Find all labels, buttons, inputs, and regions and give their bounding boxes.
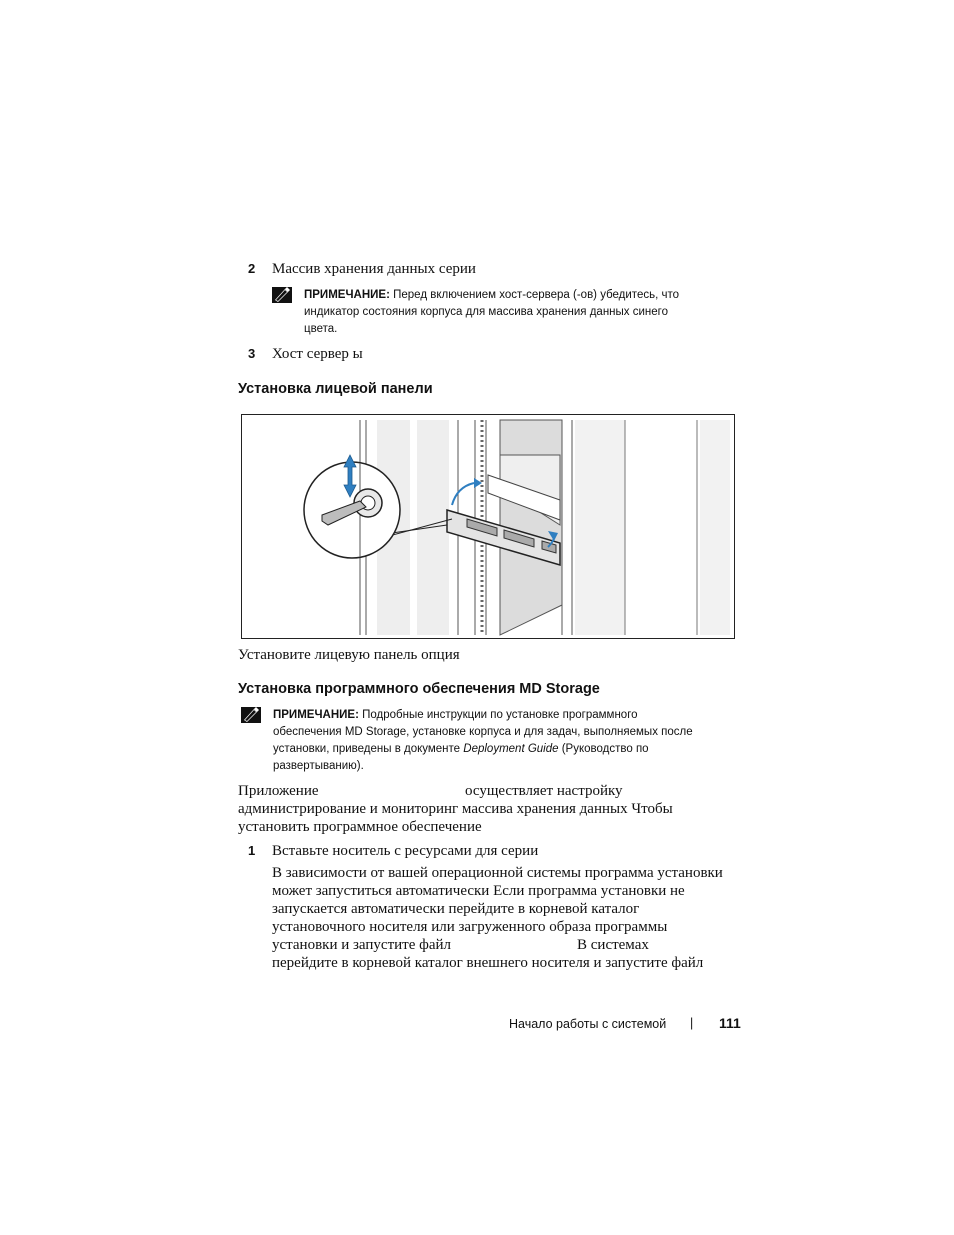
note-line: цвета. [304, 323, 338, 335]
step-number: 1 [248, 843, 256, 858]
note-line: обеспечения MD Storage, установке корпуса и для задач, выполняемых после [273, 726, 693, 738]
bezel-installation-figure [241, 414, 735, 639]
body-line: перейдите в корневой каталог внешнего носителя и запустите файл [272, 955, 704, 971]
note-block [273, 707, 743, 775]
note-icon [241, 706, 261, 729]
step-number: 3 [248, 346, 256, 361]
body-line: может запуститься автоматически Если программа установки не [272, 883, 685, 899]
note-line: развертыванию). [273, 760, 364, 772]
note-line: Подробные инструкции по установке программного [362, 709, 638, 721]
footer-separator: | [690, 1016, 694, 1030]
body-line: запускается автоматически перейдите в корневой каталог [272, 901, 640, 917]
body-line: В зависимости от вашей операционной системы программа установки [272, 865, 723, 881]
figure-caption: Установите лицевую панель опция [238, 647, 460, 663]
step-text: Вставьте носитель с ресурсами для серии [272, 843, 539, 859]
paragraph-line: осуществляет настройку [465, 783, 623, 799]
note-label: ПРИМЕЧАНИЕ: [304, 289, 390, 301]
page-number: 111 [719, 1015, 741, 1031]
section-heading: Установка программного обеспечения MD Storage [238, 681, 600, 697]
body-line: В системах [577, 937, 649, 953]
note-line: Перед включением хост-сервера (-ов) убедитесь, что [393, 289, 680, 301]
note-line: (Руководство по [558, 743, 649, 755]
paragraph-line: администрирование и мониторинг массива хранения данных Чтобы [238, 801, 673, 817]
step-text: Хост сервер ы [272, 346, 363, 362]
paragraph-line: Приложение [238, 783, 319, 799]
note-icon [272, 286, 292, 309]
paragraph-line: установить программное обеспечение [238, 819, 482, 835]
note-block [304, 287, 744, 338]
footer-section-title: Начало работы с системой [509, 1017, 667, 1031]
document-title: Deployment Guide [463, 743, 559, 755]
note-line: индикатор состояния корпуса для массива хранения данных синего [304, 306, 668, 318]
note-label: ПРИМЕЧАНИЕ: [273, 709, 359, 721]
step-number: 2 [248, 261, 256, 276]
body-line: установочного носителя или загруженного образа программы [272, 919, 668, 935]
body-line: установки и запустите файл [272, 937, 452, 953]
note-line: установки, приведены в документе [273, 743, 464, 755]
section-heading: Установка лицевой панели [238, 381, 433, 397]
step-text: Массив хранения данных серии [272, 261, 476, 277]
